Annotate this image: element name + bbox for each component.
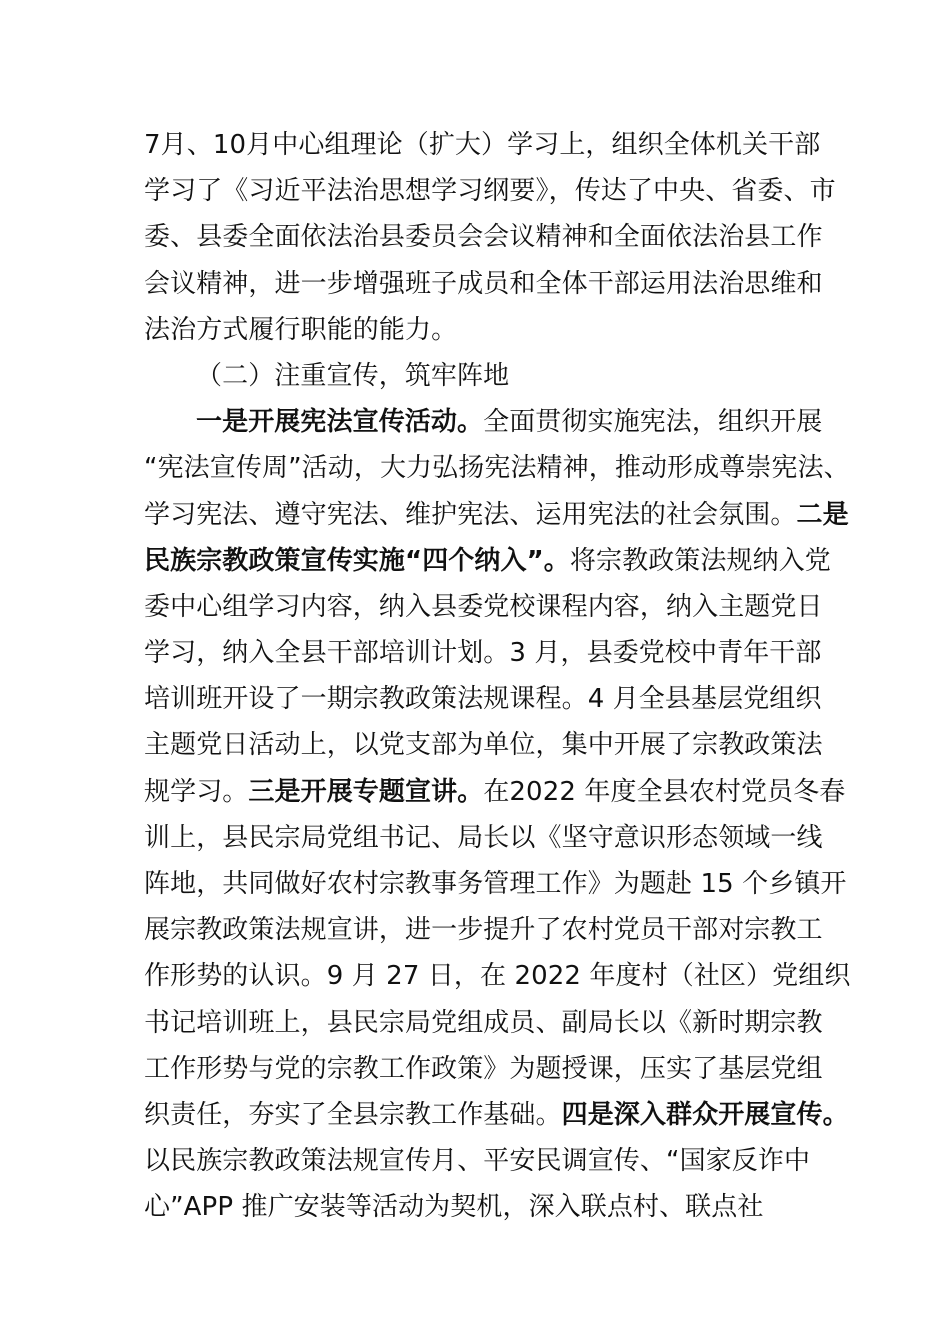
- paragraph-line: 展宗教政策法规宣讲，进一步提升了农村党员干部对宗教工: [144, 915, 823, 946]
- bold-lead: 二是: [796, 499, 849, 530]
- section-heading: （二）注重宣传，筑牢阵地: [196, 360, 510, 391]
- paragraph-line: 法治方式履行职能的能力。: [144, 314, 458, 345]
- bold-lead: 四是深入群众开展宣传。: [561, 1099, 849, 1130]
- paragraph-line: 委、县委全面依法治县委员会会议精神和全面依法治县工作: [144, 222, 823, 253]
- paragraph-line: 学习，纳入全县干部培训计划。3 月，县委党校中青年干部: [144, 638, 822, 669]
- paragraph-line: 主题党日活动上，以党支部为单位，集中开展了宗教政策法: [144, 730, 823, 761]
- paragraph-text: 在2022 年度全县农村党员冬春: [483, 776, 846, 807]
- paragraph-text: 学习宪法、遵守宪法、维护宪法、运用宪法的社会氛围。: [144, 499, 797, 530]
- paragraph-line: 学习了《习近平法治思想学习纲要》，传达了中央、省委、市: [144, 176, 836, 207]
- bold-lead: 三是开展专题宣讲。: [248, 776, 484, 807]
- paragraph-line: [144, 1092, 849, 1138]
- paragraph-line: [144, 538, 831, 584]
- paragraph-line: 心”APP 推广安装等活动为契机，深入联点村、联点社: [144, 1192, 764, 1223]
- paragraph-line: 书记培训班上，县民宗局党组成员、副局长以《新时期宗教: [144, 1007, 823, 1038]
- paragraph-line: [144, 399, 823, 445]
- paragraph-line: 会议精神，进一步增强班子成员和全体干部运用法治思维和: [144, 268, 823, 299]
- bold-lead: 一是开展宪法宣传活动。: [196, 407, 484, 438]
- paragraph-line: 培训班开设了一期宗教政策法规课程。4 月全县基层党组织: [144, 684, 822, 715]
- paragraph-line: [144, 492, 849, 538]
- document-body: [144, 122, 851, 1231]
- paragraph-line: 委中心组学习内容，纳入县委党校课程内容，纳入主题党日: [144, 591, 823, 622]
- paragraph-line: 工作形势与党的宗教工作政策》为题授课，压实了基层党组: [144, 1053, 823, 1084]
- bold-lead: 民族宗教政策宣传实施“四个纳入”。: [144, 545, 570, 576]
- paragraph-line: 阵地，共同做好农村宗教事务管理工作》为题赴 15 个乡镇开: [144, 869, 847, 899]
- paragraph-line: 7月、10月中心组理论（扩大）学习上，组织全体机关干部: [144, 130, 821, 160]
- paragraph-text: 全面贯彻实施宪法，组织开展: [483, 407, 823, 438]
- paragraph-text: 将宗教政策法规纳入党: [569, 545, 831, 576]
- paragraph-line: 训上，县民宗局党组书记、局长以《坚守意识形态领域一线: [144, 822, 823, 853]
- paragraph-line: 以民族宗教政策法规宣传月、平安民调宣传、“国家反诈中: [144, 1146, 811, 1177]
- paragraph-text: 规学习。: [144, 776, 249, 807]
- paragraph-text: 织责任，夯实了全县宗教工作基础。: [144, 1099, 562, 1130]
- paragraph-line: [144, 769, 846, 815]
- paragraph-line: “宪法宣传周”活动，大力弘扬宪法精神，推动形成尊崇宪法、: [144, 453, 850, 484]
- paragraph-line: 作形势的认识。9 月 27 日，在 2022 年度村（社区）党组织: [144, 961, 851, 992]
